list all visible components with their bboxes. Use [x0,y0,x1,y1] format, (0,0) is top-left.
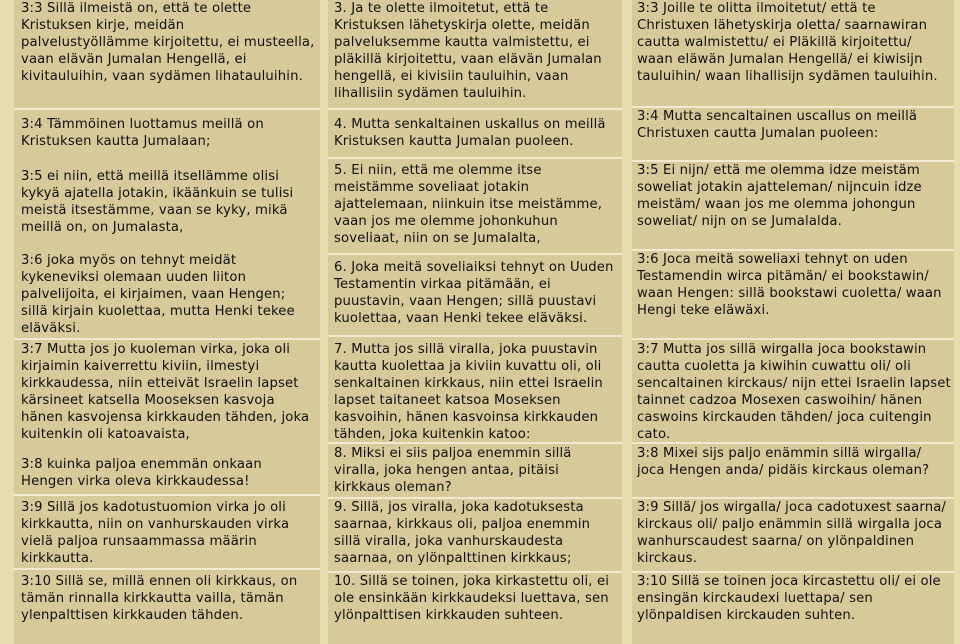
verse-cell: 3:3 Joille te olitta ilmoitetut/ että te Christuxen lähetyskirja oletta/ saarnawiran cautta walmistettu/ ei Pläkillä kirjoitettu/ waan eläwän Jumalan Hengellä/ ei kiwisijn tauluihin/ waan lihallisijn sydämen tauluihin. [637,1,938,84]
row-divider [328,335,622,337]
row-divider [632,338,954,340]
verse-cell: 5. Ei niin, että me olemme itse meistämme soveliaat jotakin ajattelemaan, niinkuin itse meistämme, vaan jos me olemme johonkuhun soveliaat, niin on se Jumalalta, [334,163,603,246]
row-divider [14,568,320,570]
verse-cell: 3:10 Sillä se toinen joca kircastettu oli/ ei ole ensingän kirckaudexi luettapa/ sen ylönpaldisen kirckauden suhten. [637,574,941,623]
row-divider [14,338,320,340]
row-divider [14,108,320,110]
verse-cell: 3:9 Sillä/ jos wirgalla/ joca cadotuxest saarna/ kirckaus oli/ paljo enämmin sillä wirgalla joca wanhurscaudest saarna/ on ylönpaldinen kirckaus. [637,500,947,566]
column-1776-translation [328,0,622,644]
verse-cell: 6. Joka meitä soveliaiksi tehnyt on Uuden Testamentin virkaa pitämään, ei puustavin, vaan Hengen; sillä puustavi kuolettaa, vaan Henki tekee eläväksi. [334,260,614,326]
verse-cell: 7. Mutta jos sillä viralla, joka puustavin kautta kuolettaa ja kiviin kuvattu oli, oli senkaltainen kirkkaus, niin ettei Israelin lapset taitaneet katsoa Moseksen kasvoihin, hänen kasvoinsa kirkkauden tähden, joka kuitenkin katoo: [334,342,603,442]
row-divider [328,442,622,444]
row-divider [14,494,320,496]
verse-cell: 3:6 Joca meitä soweliaxi tehnyt on uden Testamendin wirca pitämän/ ei bookstawin/ waan Hengen: sillä bookstawi cuoletta/ waan Hengi teke eläwäxi. [637,252,942,318]
verse-cell: 8. Miksi ei siis paljoa enemmin sillä viralla, joka hengen antaa, pitäisi kirkkaus oleman? [334,446,572,495]
verse-cell: 3:5 Ei nijn/ että me olemma idze meistäm soweliat jotakin ajatteleman/ nijncuin idze meistäm/ waan jos me olemma johongun soweliat/ nijn on se Jumalalda. [637,163,922,229]
verse-cell: 9. Sillä, jos viralla, joka kadotuksesta saarnaa, kirkkaus oli, paljoa enemmin sillä viralla, joka vanhurskaudesta saarnaa, on ylönpalttinen kirkkaus; [334,500,591,566]
verse-cell: 3:10 Sillä se, millä ennen oli kirkkaus, on tämän rinnalla kirkkautta vailla, tämän ylenpalttisen kirkkauden tähden. [21,574,298,623]
verse-cell: 10. Sillä se toinen, joka kirkastettu oli, ei ole ensinkään kirkkaudeksi luettava, sen ylönpalttisen kirkkauden suhteen. [334,574,610,623]
row-divider [328,108,622,110]
verse-cell: 3:7 Mutta jos jo kuoleman virka, joka oli kirjaimin kaiverrettu kiviin, ilmestyi kirkkaudessa, niin etteivät Israelin lapset kärsineet katsella Mooseksen kasvoja hänen kasvojensa kirkkauden tähden, joka kuitenkin oli katoavaista, [21,342,310,442]
verse-cell: 4. Mutta senkaltainen uskallus on meillä Kristuksen kautta Jumalan puoleen. [334,117,606,149]
column-1642-translation [632,0,954,644]
row-divider [328,157,622,159]
row-divider [632,442,954,444]
verse-cell: 3:5 ei niin, että meillä itsellämme olisi kykyä ajatella jotakin, ikäänkuin se tulisi meistä itsestämme, vaan se kyky, mikä meillä on, on Jumalasta, [21,169,294,235]
verse-cell: 3:4 Mutta sencaltainen uscallus on meillä Christuxen cautta Jumalan puoleen: [637,109,918,141]
column-modern-translation [14,0,320,644]
verse-cell: 3:4 Tämmöinen luottamus meillä on Kristuksen kautta Jumalaan; [21,117,264,149]
verse-cell: 3:7 Mutta jos sillä wirgalla joca bookstawin cautta cuoletta ja kiwihin cuwattu oli/ oli sencaltainen kirckaus/ nijn ettei Israelin lapset tainnet cadzoa Mosexen caswoihin/ hänen caswoins kirckauden tähden/ joca cuitengin cato. [637,342,951,442]
row-divider [328,253,622,255]
verse-cell: 3:9 Sillä jos kadotustuomion virka jo oli kirkkautta, niin on vanhurskauden virka vielä paljoa runsaammassa määrin kirkkautta. [21,500,290,566]
verse-cell: 3:3 Sillä ilmeistä on, että te olette Kristuksen kirje, meidän palvelustyöllämme kirjoitettu, ei musteella, vaan elävän Jumalan Hengellä, ei kivitauluihin, vaan sydämen lihatauluihin. [21,1,315,84]
verse-cell: 3:8 kuinka paljoa enemmän onkaan Hengen virka oleva kirkkaudessa! [21,457,262,489]
verse-cell: 3. Ja te olette ilmoitetut, että te Kristuksen lähetyskirja olette, meidän palveluksemme kautta valmistettu, ei pläkillä kirjoitettu, vaan elävän Jumalan hengellä, ei kivisiin tauluihin, vaan lihallisiin sydämen tauluihin. [334,1,602,101]
verse-cell: 3:6 joka myös on tehnyt meidät kykeneviksi olemaan uuden liiton palvelijoita, ei kirjaimen, vaan Hengen; sillä kirjain kuolettaa, mutta Henki tekee eläväksi. [21,253,295,336]
verse-cell: 3:8 Mixei sijs paljo enämmin sillä wirgalla/ joca Hengen anda/ pidäis kirckaus oleman? [637,446,930,478]
